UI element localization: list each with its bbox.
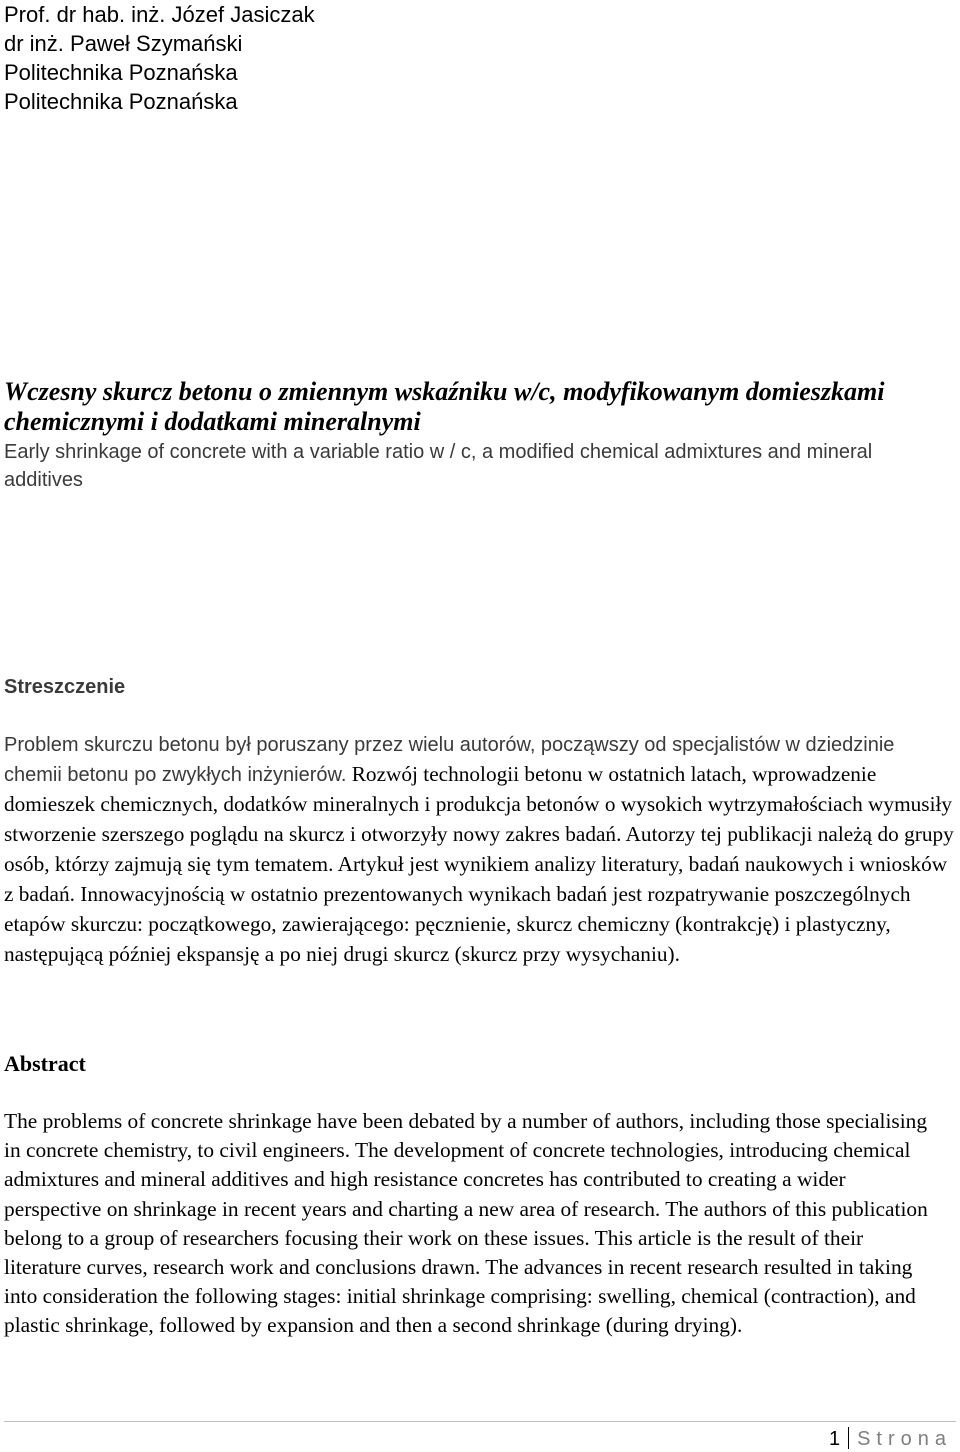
streszczenie-heading: Streszczenie: [4, 676, 126, 698]
author-block: [4, 0, 315, 116]
abstract-heading: Abstract: [4, 1051, 86, 1076]
abstract-body: The problems of concrete shrinkage have been debated by a number of authors, including those specialising in concrete chemistry, to civil engineers. The development of concrete technologies, introducing chemical admixtures and mineral additives and high resistance concretes has contributed to creating a wider perspective on shrinkage in recent years and charting a new area of research. The authors of this publication belong to a group of researchers focusing their work on these issues. This article is the result of their literature curves, research work and conclusions drawn. The advances in recent research resulted in taking into consideration the following stages: initial shrinkage comprising: swelling, chemical (contraction), and plastic shrinkage, followed by expansion and then a second shrinkage (during drying).: [4, 1109, 928, 1338]
affiliation: Politechnika Poznańska: [4, 60, 238, 85]
page-footer: [829, 1426, 952, 1452]
author-name: dr inż. Paweł Szymański: [4, 31, 243, 56]
streszczenie-text-part2: Rozwój technologii betonu w ostatnich latach, wprowadzenie domieszek chemicznych, dodatków mineralnych i produkcja betonów o wysokich wytrzymałościach wymusiły stworzenie szerszego poglądu na skurcz i otworzyły nowy zakres badań. Autorzy tej publikacji należą do grupy osób, którzy zajmują się tym tematem. Artykuł jest wynikiem analizy literatury, badań naukowych i wniosków z badań. Innowacyjnością w ostatnio prezentowanych wynikach badań jest rozpatrywanie poszczególnych etapów skurczu: początkowego, zawierającego: pęcznienie, skurcz chemiczny (kontrakcję) i plastyczny, następującą później ekspansję a po niej drugi skurcz (skurcz przy wysychaniu).: [4, 762, 954, 966]
footer-separator: [848, 1427, 849, 1449]
affiliation: Politechnika Poznańska: [4, 89, 238, 114]
streszczenie-text-part1: Problem skurczu betonu był poruszany przez wielu autorów, począwszy od specjalistów w dziedzinie chemii betonu po zwykłych inżynierów.: [4, 734, 895, 786]
page-number: 1: [828, 1428, 841, 1450]
page-label: Strona: [857, 1428, 952, 1450]
paper-title-english: Early shrinkage of concrete with a variable ratio w / c, a modified chemical admixtures and mineral additives: [4, 441, 873, 491]
author-name: Prof. dr hab. inż. Józef Jasiczak: [4, 2, 315, 27]
streszczenie-body: [4, 731, 954, 970]
paper-title-polish: Wczesny skurcz betonu o zmiennym wskaźniku w/c, modyfikowanym domieszkami chemicznymi i dodatkami mineralnymi: [4, 377, 885, 436]
title-block: [4, 377, 956, 494]
footer-divider: [4, 1421, 956, 1422]
